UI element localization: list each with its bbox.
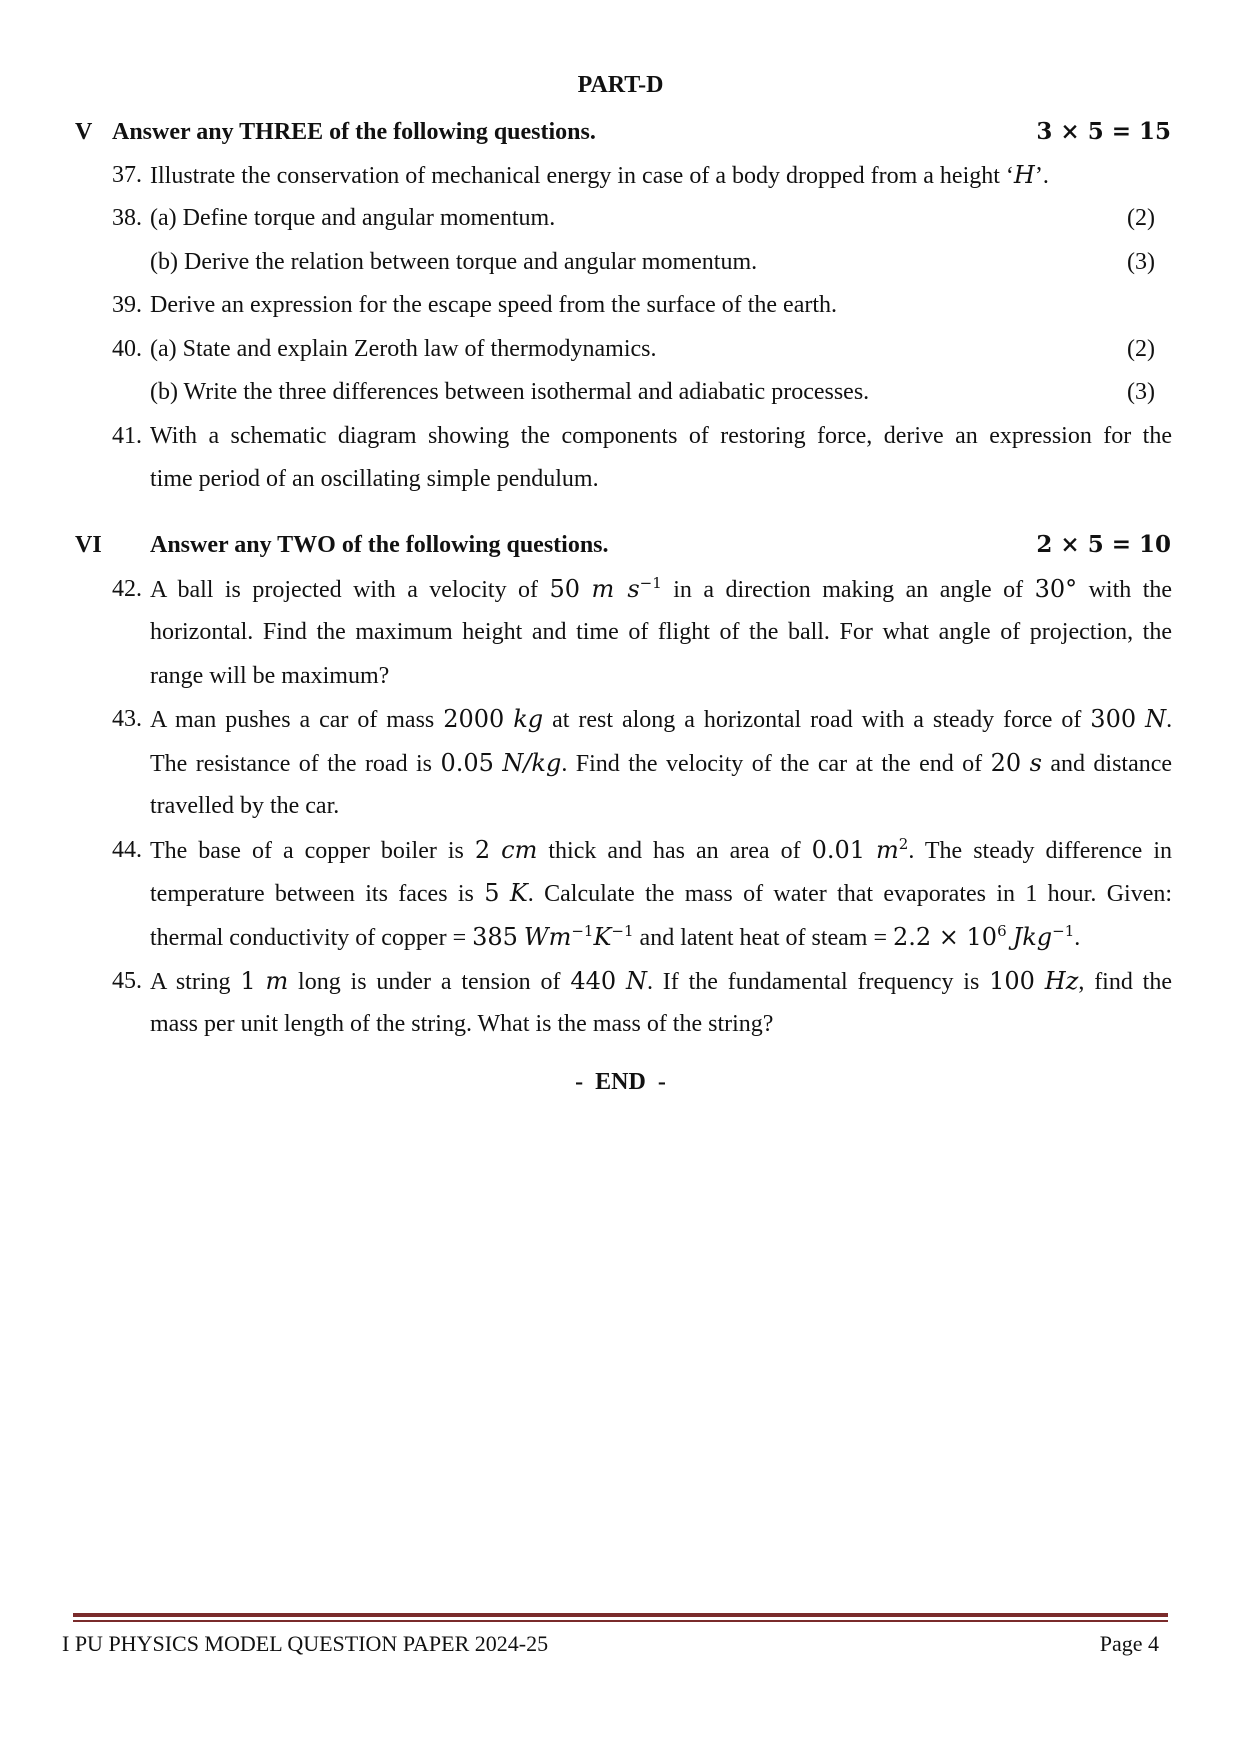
section-v-instruction: Answer any THREE of the following questions. xyxy=(112,119,596,145)
q41-line-1: With a schematic diagram showing the components of restoring force, derive an expression for the xyxy=(150,423,1172,449)
q38-part-b-marks: (3) xyxy=(1127,249,1155,275)
q40-part-b-marks: (3) xyxy=(1127,379,1155,405)
q37-number: 37. xyxy=(112,162,142,188)
q40-part-a-marks: (2) xyxy=(1127,336,1155,362)
section-vi-roman: VI xyxy=(75,532,102,558)
q39-text: Derive an expression for the escape speed from the surface of the earth. xyxy=(150,292,838,318)
q42-line-1: A ball is projected with a velocity of 50 m $s^{-1}$ in a direction making an angle of 30° with the xyxy=(150,574,1173,603)
footer-rule-thin xyxy=(73,1620,1168,1622)
q45-line-2: mass per unit length of the string. What is the mass of the string? xyxy=(150,1011,774,1037)
q40-part-b: (b) Write the three differences between isothermal and adiabatic processes. xyxy=(150,379,870,405)
footer-rule-thick xyxy=(73,1613,1168,1617)
section-v-marks: 3 × 5 = 15 xyxy=(1036,118,1171,145)
q42-line-3: range will be maximum? xyxy=(150,663,390,689)
footer-title: I PU PHYSICS MODEL QUESTION PAPER 2024-25 xyxy=(62,1631,549,1656)
q43-line-3: travelled by the car. xyxy=(150,793,340,819)
footer-page-number: Page 4 xyxy=(1099,1631,1159,1656)
q45-number: 45. xyxy=(112,968,142,994)
q42-line-2: horizontal. Find the maximum height and time of flight of the ball. For what angle of projection, the xyxy=(150,619,1172,645)
q39-number: 39. xyxy=(112,292,142,318)
q44-line-1: The base of a copper boiler is 2 cm thick and has an area of 0.01 $m^2$. The steady difference in xyxy=(150,835,1172,864)
q44-number: 44. xyxy=(112,837,142,863)
q40-number: 40. xyxy=(112,336,142,362)
q43-line-2: The resistance of the road is 0.05 N/kg. Find the velocity of the car at the end of 20 s and distance xyxy=(150,749,1173,777)
q38-part-b: (b) Derive the relation between torque and angular momentum. xyxy=(150,249,758,275)
q43-number: 43. xyxy=(112,706,142,732)
section-vi-marks: 2 × 5 = 10 xyxy=(1036,531,1171,558)
q41-number: 41. xyxy=(112,423,142,449)
q42-number: 42. xyxy=(112,576,142,602)
q37-text: Illustrate the conservation of mechanical energy in case of a body dropped from a height ‘H’. xyxy=(150,161,1049,189)
q43-line-1: A man pushes a car of mass 2000 kg at rest along a horizontal road with a steady force of 300 N. xyxy=(150,705,1173,733)
section-vi-instruction: Answer any TWO of the following questions. xyxy=(150,532,609,558)
q38-part-a: (a) Define torque and angular momentum. xyxy=(150,205,556,231)
q40-part-a: (a) State and explain Zeroth law of thermodynamics. xyxy=(150,336,657,362)
q44-line-2: temperature between its faces is 5 K. Calculate the mass of water that evaporates in 1 hour. Given: xyxy=(150,879,1173,907)
part-title: PART-D xyxy=(577,72,664,98)
end-marker: - END - xyxy=(575,1069,666,1095)
section-v-roman: V xyxy=(75,119,93,145)
q38-part-a-marks: (2) xyxy=(1127,205,1155,231)
q41-line-2: time period of an oscillating simple pendulum. xyxy=(150,466,599,492)
q45-line-1: A string 1 m long is under a tension of 440 N. If the fundamental frequency is 100 Hz, find the xyxy=(150,967,1172,995)
q44-line-3: thermal conductivity of copper = 385 $Wm^{-1}K^{-1}$ and latent heat of steam = $2.2 \times 10^6$ Jkg$^{-1}$. xyxy=(150,922,1081,951)
q38-number: 38. xyxy=(112,205,142,231)
